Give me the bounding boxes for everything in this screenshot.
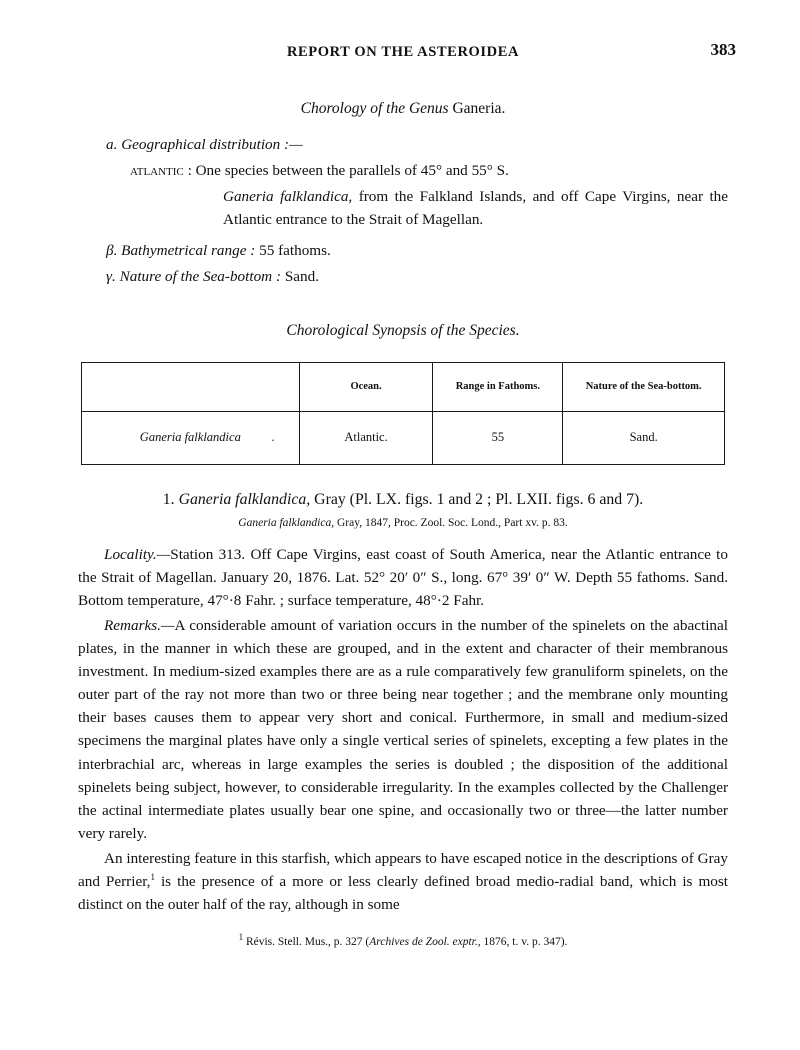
section-beta-label: Bathymetrical range : — [121, 241, 256, 259]
column-header-ocean: Ocean. — [299, 362, 433, 411]
running-head: REPORT ON THE ASTEROIDEA — [286, 44, 520, 60]
entry-number: 1. — [162, 490, 175, 508]
third-paragraph — [78, 847, 728, 916]
third-paragraph-post: is the presence of a more or less clearly defined broad medio-radial band, which is most distinct on the outer half of the ray, although in some — [78, 873, 729, 914]
species-entry-heading — [78, 491, 728, 509]
section-alpha-label: Geographical distribution :— — [121, 136, 303, 153]
synopsis-heading: Chorological Synopsis of the Species. — [286, 321, 520, 339]
section-beta — [106, 240, 728, 262]
cell-bottom: Sand. — [563, 411, 725, 464]
footnote — [78, 932, 728, 948]
footnote-reference: 1 — [150, 871, 155, 882]
locality-label: Locality.— — [104, 545, 171, 563]
third-paragraph-pre: An interesting feature in this starfish, which appears to have escaped notice in the descriptions of Gray and Perrier, — [78, 849, 728, 891]
section-gamma-marker: γ. — [106, 267, 116, 285]
footnote-marker: 1 — [238, 932, 244, 943]
column-header-range: Range in Fathoms. — [433, 362, 563, 411]
citation-species: Ganeria falklandica, — [238, 516, 335, 529]
atlantic-detail — [223, 186, 728, 232]
section-gamma — [106, 266, 728, 288]
section-alpha-marker: a. — [106, 136, 118, 153]
table-header-row — [82, 362, 725, 411]
column-header-bottom: Nature of the Sea-bottom. — [563, 362, 725, 411]
page-header — [78, 40, 736, 74]
page-number: 383 — [710, 40, 736, 59]
section-alpha — [106, 134, 728, 156]
entry-authority: Gray (Pl. LX. figs. 1 and 2 ; Pl. LXII. figs. 6 and 7). — [314, 490, 644, 508]
remarks-text: A considerable amount of variation occurs in the number of the spinelets on the abactinal plates, in the manner in which these are grouped, and in the extent and character of their membranous investment. In medium-sized examples there are as a rule comparatively few granuliform spinelets, on the outer part of the ray not more than two or three being near together ; and the membrane only mounting their bases causes them to appear very short and conical. Furthermore, in small and medium-sized specimens the marginal plates have only a single vertical series of spinelets, excepting a few plates in the interbrachial arc, whereas in large examples the series is doubled ; the disposition of the additional spinelets being subject, however, to considerable irregularity. In the examples collected by the Challenger the actinal intermediate plates usually bear one spine, and occasionally two or three—the latter number very rarely. — [78, 617, 728, 842]
cell-range: 55 — [433, 411, 563, 464]
footnote-text-italic: Archives de Zool. exptr. — [369, 936, 478, 949]
page-content — [78, 40, 736, 949]
section-beta-value: 55 fathoms. — [259, 241, 331, 259]
entry-citation — [78, 517, 728, 529]
chorology-heading-italic: Chorology of the Genus — [300, 100, 449, 117]
cell-ocean: Atlantic. — [299, 411, 433, 464]
atlantic-label: atlantic : — [130, 162, 192, 180]
atlantic-detail-rest: from the Falkland Islands, and off Cape Virgins, near the Atlantic entrance to the Strait of Magellan. — [223, 188, 729, 228]
remarks-label: Remarks.— — [104, 617, 175, 634]
citation-reference: Gray, 1847, Proc. Zool. Soc. Lond., Part xv. p. 83. — [336, 516, 568, 529]
atlantic-detail-species: Ganeria falklandica, — [223, 188, 353, 206]
locality-paragraph — [78, 543, 728, 612]
atlantic-text: One species between the parallels of 45° and 55° S. — [195, 162, 509, 180]
table-row — [82, 411, 725, 464]
chorology-heading-genus: Ganeria. — [452, 100, 506, 117]
section-beta-marker: β. — [106, 241, 118, 259]
atlantic-line — [130, 160, 728, 182]
synopsis-table — [81, 362, 725, 465]
cell-species — [82, 411, 300, 464]
footnote-text-pre: Révis. Stell. Mus., p. 327 ( — [245, 936, 370, 949]
locality-text: Station 313. Off Cape Virgins, east coast of South America, near the Atlantic entrance to the Strait of Magellan. January 20, 1876. Lat. 52° 20′ 0″ S., long. 67° 39′ 0″ W. Depth 55 fathoms. Sand. Bottom temperature, 47°·8 Fahr. ; surface temperature, 48°·2 Fahr. — [78, 545, 728, 609]
footnote-text-post: , 1876, t. v. p. 347). — [477, 936, 568, 949]
entry-species-name: Ganeria falklandica, — [178, 490, 311, 508]
section-gamma-value: Sand. — [284, 267, 319, 285]
cell-species-name: Ganeria falklandica — [139, 430, 241, 445]
section-gamma-label: Nature of the Sea-bottom : — [119, 267, 282, 285]
cell-species-leader: . . — [237, 430, 289, 445]
column-header-species — [82, 362, 300, 411]
chorology-heading — [78, 100, 728, 118]
remarks-paragraph — [78, 614, 728, 845]
